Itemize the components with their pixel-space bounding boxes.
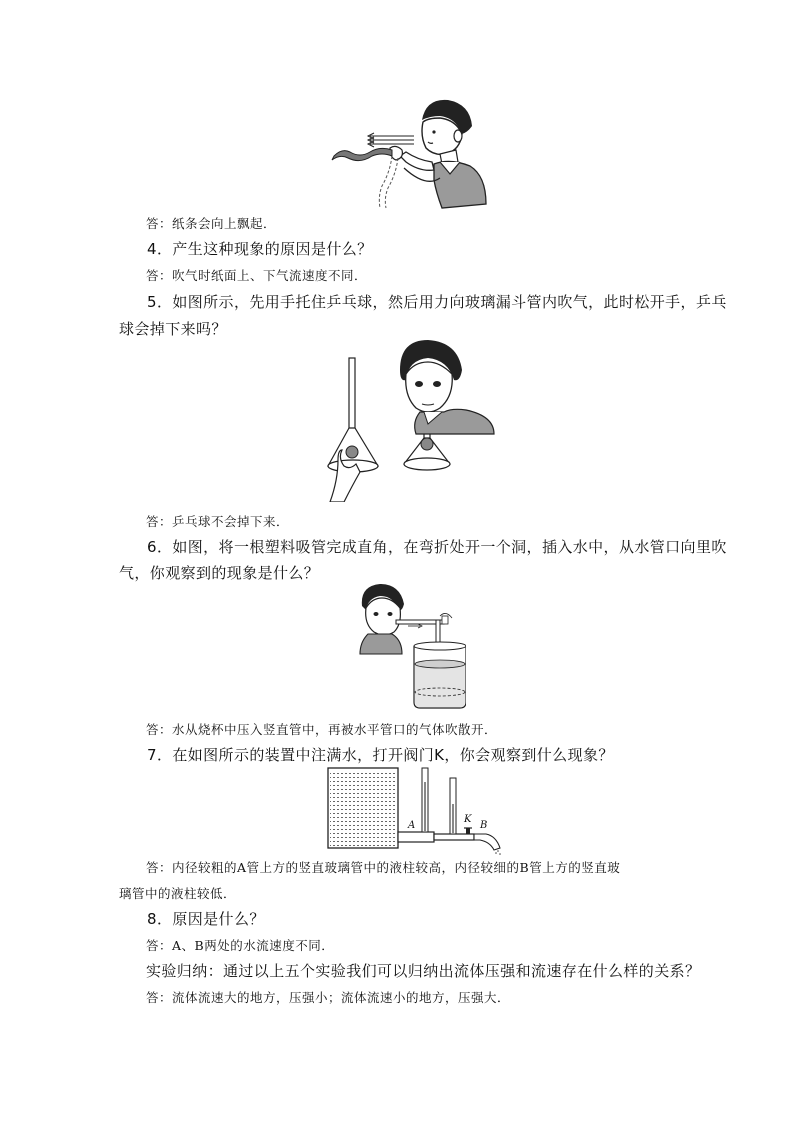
funnel-pingpong-figure (316, 340, 496, 502)
answer-6: 答：水从烧杯中压入竖直管中，再被水平管口的气体吹散开． (146, 722, 498, 737)
question-7 (0, 744, 794, 765)
question-5-line-1: 5．如图所示，先用手托住乒乓球，然后用力向玻璃漏斗管内吹气，此时松开手，乒乓 (147, 293, 727, 311)
question-4: 4．产生这种现象的原因是什么？ (147, 240, 373, 258)
answer-8: 答：A、B两处的水流速度不同． (146, 938, 335, 953)
label-B: B (480, 820, 488, 831)
answer-4: 答：吹气时纸面上、下气流速度不同． (146, 268, 368, 283)
straw-beaker-figure (356, 584, 466, 712)
answer-5: 答：乒乓球不会掉下来． (146, 514, 290, 529)
question-7-text: 7．在如图所示的装置中注满水，打开阀门K，你会观察到什么现象？ (147, 746, 614, 764)
label-K: K (464, 814, 472, 825)
boy-blowing-paper-figure (330, 92, 490, 212)
question-6-line-2: 气，你观察到的现象是什么？ (119, 564, 320, 582)
summary-question: 实验归纳：通过以上五个实验我们可以归纳出流体压强和流速存在什么样的关系？ (146, 962, 701, 980)
summary-answer: 答：流体流速大的地方，压强小；流体流速小的地方，压强大． (146, 990, 511, 1005)
question-8: 8．原因是什么？ (147, 910, 265, 928)
answer-3: 答：纸条会向上飘起． (146, 216, 277, 231)
answer-7-line-1: 答：内径较粗的A管上方的竖直玻璃管中的液柱较高，内径较细的B管上方的竖直玻 (146, 860, 621, 875)
question-5-line-2: 球会掉下来吗？ (119, 320, 227, 338)
label-A: A (408, 820, 416, 831)
tank-pipe-figure (320, 764, 520, 856)
answer-7-line-2: 璃管中的液柱较低． (119, 886, 237, 901)
question-6-line-1: 6．如图，将一根塑料吸管完成直角，在弯折处开一个洞，插入水中，从水管口向里吹 (147, 538, 727, 556)
